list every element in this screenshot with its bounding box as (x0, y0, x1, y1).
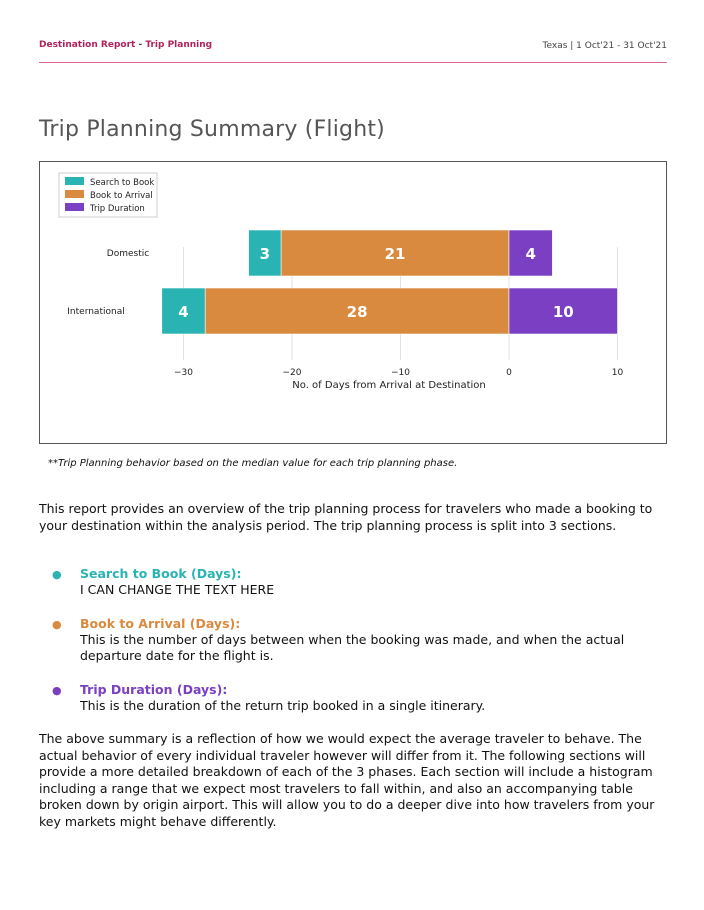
bar-value-label: 3 (259, 245, 271, 263)
bullet-dot-icon: ● (52, 684, 62, 697)
legend-swatch (65, 203, 84, 211)
phase-title: Book to Arrival (Days): (80, 616, 241, 631)
y-tick-label: International (67, 307, 125, 317)
x-tick-label: −30 (174, 368, 193, 378)
bar-value-label: 4 (178, 303, 189, 321)
page-header (39, 38, 667, 64)
header-report-title (39, 40, 212, 50)
chart-svg (40, 162, 666, 443)
phase-text: This is the number of days between when the booking was made, and when the actual departure date for the flight is. (80, 632, 625, 663)
phase-item-book-to-arrival (52, 615, 672, 664)
phase-item-search-to-book (52, 565, 672, 598)
header-section-label: Trip Planning (145, 40, 213, 50)
header-report-label: Destination Report (39, 40, 136, 50)
x-axis-label: No. of Days from Arrival at Destination (292, 380, 486, 391)
bar-value-label: 28 (346, 303, 368, 321)
x-tick-label: −10 (391, 368, 410, 378)
phase-text: This is the duration of the return trip booked in a single itinerary. (80, 698, 486, 713)
x-tick-label: 0 (506, 368, 512, 378)
phase-text: I CAN CHANGE THE TEXT HERE (80, 582, 275, 597)
intro-paragraph: This report provides an overview of the trip planning process for travelers who made a booking to your destination within the analysis period. The trip planning process is split into 3 sections. (39, 501, 653, 533)
page-title: Trip Planning Summary (Flight) (39, 117, 385, 142)
phase-list (52, 565, 672, 731)
phase-title: Trip Duration (Days): (80, 682, 228, 697)
bullet-dot-icon: ● (52, 618, 62, 631)
bar-value-label: 10 (552, 303, 574, 321)
legend-label: Trip Duration (90, 204, 145, 214)
header-separator: - (135, 40, 146, 50)
legend-label: Search to Book (90, 178, 155, 188)
bar-value-label: 21 (384, 245, 406, 263)
chart-footnote: **Trip Planning behavior based on the median value for each trip planning phase. (48, 458, 458, 469)
legend-swatch (65, 190, 84, 198)
legend-swatch (65, 177, 84, 185)
header-divider (39, 62, 667, 63)
phase-title: Search to Book (Days): (80, 566, 242, 581)
x-tick-label: 10 (611, 368, 624, 378)
trip-planning-chart (39, 161, 667, 444)
summary-paragraph: The above summary is a reflection of how we would expect the average traveler to behave. The actual behavior of every individual traveler however will differ from it. The following sections will provide a more detailed breakdown of each of the 3 phases. Each section will include a histogram including a range that we expect most travelers to fall within, and also an accompanying table broken down by origin airport. This will allow you to do a deeper dive into how travelers from your key markets might behave differently. (39, 731, 655, 829)
legend-label: Book to Arrival (90, 191, 153, 201)
bar-value-label: 4 (525, 245, 536, 263)
y-tick-label: Domestic (106, 249, 150, 259)
bullet-dot-icon: ● (52, 568, 62, 581)
x-tick-label: −20 (282, 368, 302, 378)
header-location-dates: Texas | 1 Oct'21 - 31 Oct'21 (542, 41, 667, 51)
phase-item-trip-duration (52, 681, 672, 714)
